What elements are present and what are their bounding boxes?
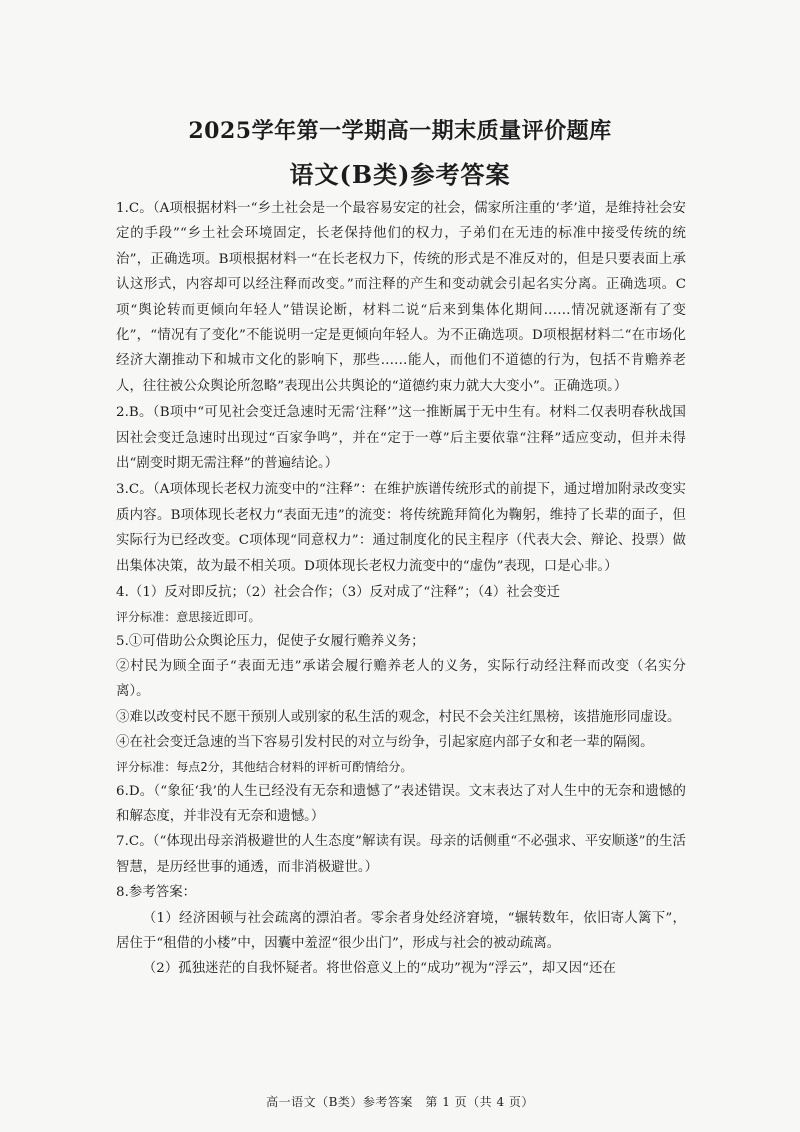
answer-paragraph-4: 4.（1）反对即反抗；（2）社会合作；（3）反对成了“注释”；（4）社会变迁 [116, 585, 561, 601]
document-subtitle: 语文(B类)参考答案 [289, 160, 511, 189]
answer-paragraph-2: 2.B。（B项中“可见社会变迁急速时无需‘注释’”这一推断属于无中生有。材料二仅表明春秋战国因社会变迁急速时出现过“百家争鸣”，并在“定于一尊”后主要依靠“注释”适应变动，但并未得出“剧变时期无需注释”的普遍结论。） [116, 405, 686, 472]
answer-point-8-1: （1）经济困顿与社会疏离的漂泊者。零余者身处经济窘境，“辗转数年，依旧寄人篱下”，居住于“租借的小楼”中，因囊中羞涩“很少出门”，形成与社会的被动疏离。 [116, 910, 686, 951]
answer-paragraph-7: 7.C。（“体现出母亲消极避世的人生态度”解读有误。母亲的话侧重“不必强求、平安顺遂”的生活智慧，是历经世事的通透，而非消极避世。） [116, 834, 686, 875]
answer-point-8-2: （2）孤独迷茫的自我怀疑者。将世俗意义上的“成功”视为“浮云”，却又因“还在 [142, 961, 616, 977]
answer-point-5-4: ④在社会变迁急速的当下容易引发村民的对立与纷争，引起家庭内部子女和老一辈的隔阂。 [116, 735, 654, 751]
page-footer: 高一语文（B类）参考答案 第 1 页（共 4 页） [266, 1095, 534, 1109]
scoring-note-4: 评分标准：意思接近即可。 [116, 609, 261, 624]
answer-point-5-3: ③难以改变村民不愿干预别人或别家的私生活的观念，村民不会关注红黑榜，该措施形同虚设。 [116, 709, 681, 725]
answer-paragraph-3: 3.C。（A项体现长老权力流变中的“注释”：在维护族谱传统形式的前提下，通过增加附录改变实质内容。B项体现长老权力“表面无违”的流变：将传统跪拜简化为鞠躬，维持了长辈的面子，但实际行为已经改变。C项体现“同意权力”：通过制度化的民主程序（代表大会、辩论、投票）做出集体决策，故为最不相关项。D项体现长老权力流变中的“虚伪”表现，口是心非。） [116, 482, 686, 574]
answer-paragraph-8: 8.参考答案： [116, 885, 197, 901]
answer-paragraph-6: 6.D。（“象征‘我’的人生已经没有无奈和遗憾了”表述错误。文末表达了对人生中的无奈和遗憾的和解态度，并非没有无奈和遗憾。） [116, 783, 686, 824]
answer-paragraph-1: 1.C。（A项根据材料一“乡土社会是一个最容易安定的社会，儒家所注重的‘孝’道，是维持社会安定的手段”“乡土社会环境固定，长老保持他们的权力，子弟们在无违的标准中接受传统的统治”，正确选项。B项根据材料一“在长老权力下，传统的形式是不准反对的，但是只要表面上承认这形式，内容却可以经注释而改变。”而注释的产生和变动就会引起名实分离。正确选项。C项“舆论转而更倾向年轻人”错误论断，材料二说“后来到集体化期间……情况就逐渐有了变化”，“情况有了变化”不能说明一定是更倾向年轻人。为不正确选项。D项根据材料二“在市场化经济大潮推动下和城市文化的影响下，那些……能人，而他们不道德的行为，包括不肯赡养老人，往往被公众舆论所忽略”表现出公共舆论的“道德约束力就大大变小”。正确选项。） [116, 201, 686, 394]
answer-point-5-2: ②村民为顾全面子“表面无违”承诺会履行赡养老人的义务，实际行动经注释而改变（名实分离）。 [116, 658, 686, 700]
document-title: 2025学年第一学期高一期末质量评价题库 [188, 118, 612, 144]
answer-paragraph-5: 5.①可借助公众舆论压力，促使子女履行赡养义务； [116, 633, 425, 649]
answer-body [116, 196, 686, 982]
scoring-note-5: 评分标准：每点2分，其他结合材料的评析可酌情给分。 [116, 759, 413, 774]
